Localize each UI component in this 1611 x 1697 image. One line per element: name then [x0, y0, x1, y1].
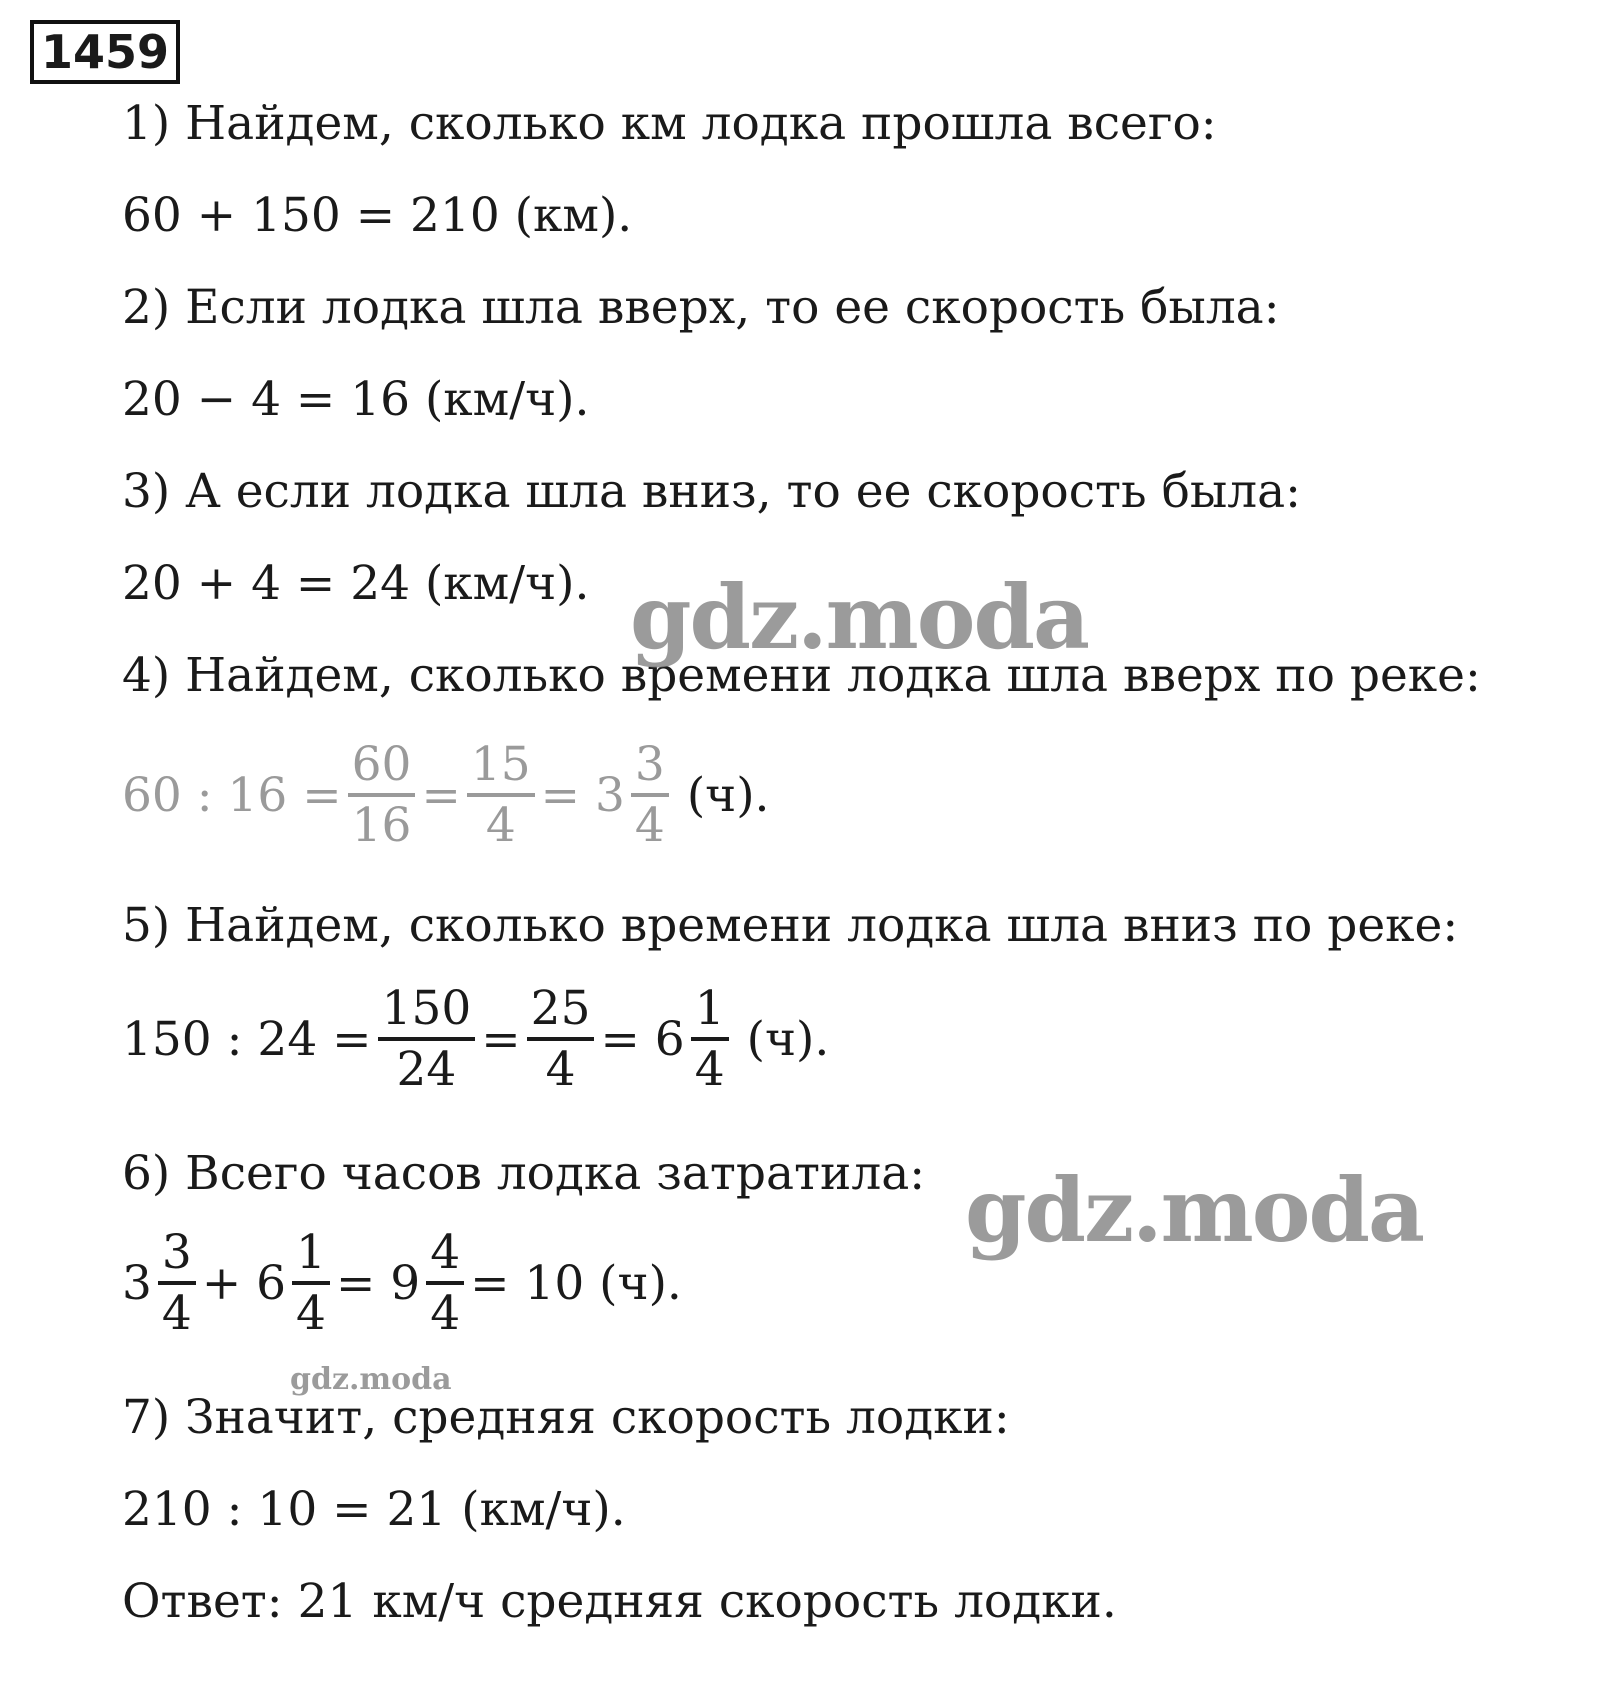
eq6-equals: = 9: [335, 1255, 421, 1311]
step-4-text: 4) Найдем, сколько времени лодка шла вверх по реке:: [122, 648, 1481, 703]
eq6-f3-denominator: 4: [430, 1286, 461, 1342]
eq4-f1-denominator: 16: [351, 798, 412, 854]
eq4-unit: (ч).: [686, 767, 770, 823]
eq6-plus: + 6: [201, 1255, 287, 1311]
eq5-lhs: 150 : 24 =: [122, 1011, 372, 1067]
eq6-f1-numerator: 3: [158, 1228, 196, 1285]
step-4-equation: [122, 737, 770, 854]
step-7-equation: 210 : 10 = 21 (км/ч).: [122, 1482, 626, 1537]
eq5-fraction-1: [378, 981, 476, 1098]
eq6-fraction-1: [158, 1225, 196, 1342]
eq5-fraction-2: [527, 981, 595, 1098]
answer-line: Ответ: 21 км/ч средняя скорость лодки.: [122, 1574, 1117, 1629]
step-2-text: 2) Если лодка шла вверх, то ее скорость была:: [122, 280, 1280, 335]
step-1-text: 1) Найдем, сколько км лодка прошла всего:: [122, 96, 1217, 151]
eq5-fraction-3: [691, 981, 729, 1098]
watermark-2: gdz.moda: [965, 1158, 1424, 1262]
step-2-equation: 20 − 4 = 16 (км/ч).: [122, 372, 590, 427]
step-6-text: 6) Всего часов лодка затратила:: [122, 1146, 926, 1201]
eq5-equals: =: [481, 1011, 521, 1067]
eq4-f3-denominator: 4: [634, 798, 665, 854]
eq4-lhs: 60 : 16 =: [122, 767, 342, 823]
eq6-fraction-2: [292, 1225, 330, 1342]
step-5-text: 5) Найдем, сколько времени лодка шла вниз по реке:: [122, 898, 1459, 953]
eq4-f2-denominator: 4: [485, 798, 516, 854]
eq4-fraction-1: [348, 737, 416, 854]
step-7-text: 7) Значит, средняя скорость лодки:: [122, 1390, 1010, 1445]
eq6-f1-denominator: 4: [161, 1286, 192, 1342]
eq6-result: = 10 (ч).: [470, 1255, 682, 1311]
eq6-whole-1: 3: [122, 1255, 152, 1311]
watermark-3: gdz.moda: [290, 1362, 452, 1397]
eq6-fraction-3: [426, 1225, 464, 1342]
eq5-f3-denominator: 4: [694, 1042, 725, 1098]
eq4-fraction-2: [467, 737, 535, 854]
eq6-f2-denominator: 4: [296, 1286, 326, 1342]
eq4-equals: =: [421, 767, 461, 823]
eq5-f2-denominator: 4: [545, 1042, 576, 1098]
step-3-text: 3) А если лодка шла вниз, то ее скорость была:: [122, 464, 1301, 519]
step-6-equation: [122, 1225, 682, 1342]
task-number-box: 1459: [30, 20, 180, 84]
eq4-equals-whole: = 3: [540, 767, 625, 823]
step-5-equation: [122, 981, 830, 1098]
eq5-f1-denominator: 24: [396, 1042, 457, 1098]
eq5-f1-numerator: 150: [378, 984, 476, 1041]
eq5-equals-whole: = 6: [600, 1011, 685, 1067]
eq4-f3-numerator: 3: [631, 740, 669, 797]
eq6-f3-numerator: 4: [426, 1228, 464, 1285]
eq5-f2-numerator: 25: [527, 984, 595, 1041]
eq4-f1-numerator: 60: [348, 740, 416, 797]
eq5-unit: (ч).: [746, 1011, 830, 1067]
eq4-fraction-3: [631, 737, 669, 854]
watermark-1: gdz.moda: [630, 565, 1089, 669]
eq5-f3-numerator: 1: [691, 984, 729, 1041]
step-3-equation: 20 + 4 = 24 (км/ч).: [122, 556, 590, 611]
eq4-f2-numerator: 15: [467, 740, 535, 797]
eq6-f2-numerator: 1: [292, 1228, 330, 1285]
step-1-equation: 60 + 150 = 210 (км).: [122, 188, 633, 243]
